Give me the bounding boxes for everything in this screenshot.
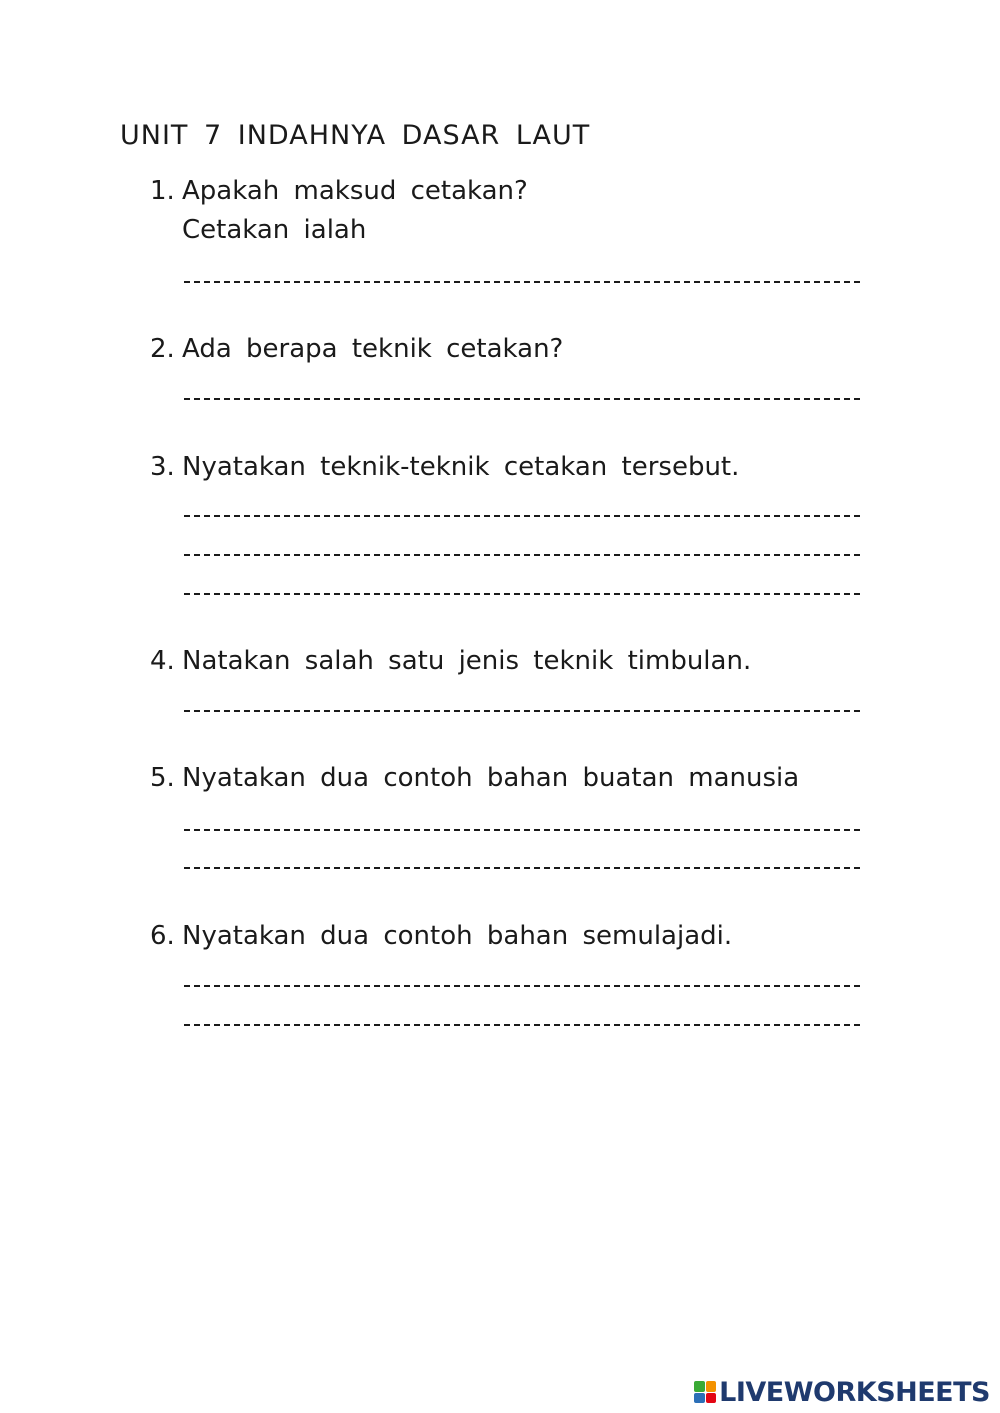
question-3-text: Nyatakan teknik-teknik cetakan tersebut.	[182, 452, 740, 482]
answer-line-3c[interactable]	[184, 593, 860, 595]
liveworksheets-logo-icon	[694, 1381, 716, 1403]
answer-line-5a[interactable]	[184, 829, 860, 831]
question-1-prompt: Cetakan ialah	[182, 215, 367, 245]
answer-line-1[interactable]	[184, 281, 860, 283]
answer-line-5b[interactable]	[184, 867, 860, 869]
question-1-text: Apakah maksud cetakan?	[182, 176, 528, 206]
question-4-number: 4.	[150, 646, 175, 676]
answer-line-6a[interactable]	[184, 985, 860, 987]
liveworksheets-logo	[694, 1377, 990, 1407]
question-1-number: 1.	[150, 176, 175, 206]
answer-line-3a[interactable]	[184, 515, 860, 517]
answer-line-2[interactable]	[184, 398, 860, 400]
answer-line-4[interactable]	[184, 710, 860, 712]
question-6-text: Nyatakan dua contoh bahan semulajadi.	[182, 921, 733, 951]
question-6-number: 6.	[150, 921, 175, 951]
liveworksheets-brand-text: LIVEWORKSHEETS	[719, 1376, 990, 1408]
question-2-number: 2.	[150, 334, 175, 364]
question-5-text: Nyatakan dua contoh bahan buatan manusia	[182, 763, 800, 793]
answer-line-6b[interactable]	[184, 1024, 860, 1026]
logo-square-red	[706, 1393, 717, 1404]
logo-square-green	[694, 1381, 705, 1392]
question-2-text: Ada berapa teknik cetakan?	[182, 334, 564, 364]
question-4-text: Natakan salah satu jenis teknik timbulan.	[182, 646, 752, 676]
answer-line-3b[interactable]	[184, 554, 860, 556]
logo-square-orange	[706, 1381, 717, 1392]
question-5-number: 5.	[150, 763, 175, 793]
question-3-number: 3.	[150, 452, 175, 482]
logo-square-blue	[694, 1393, 705, 1404]
worksheet-title: UNIT 7 INDAHNYA DASAR LAUT	[120, 120, 591, 151]
